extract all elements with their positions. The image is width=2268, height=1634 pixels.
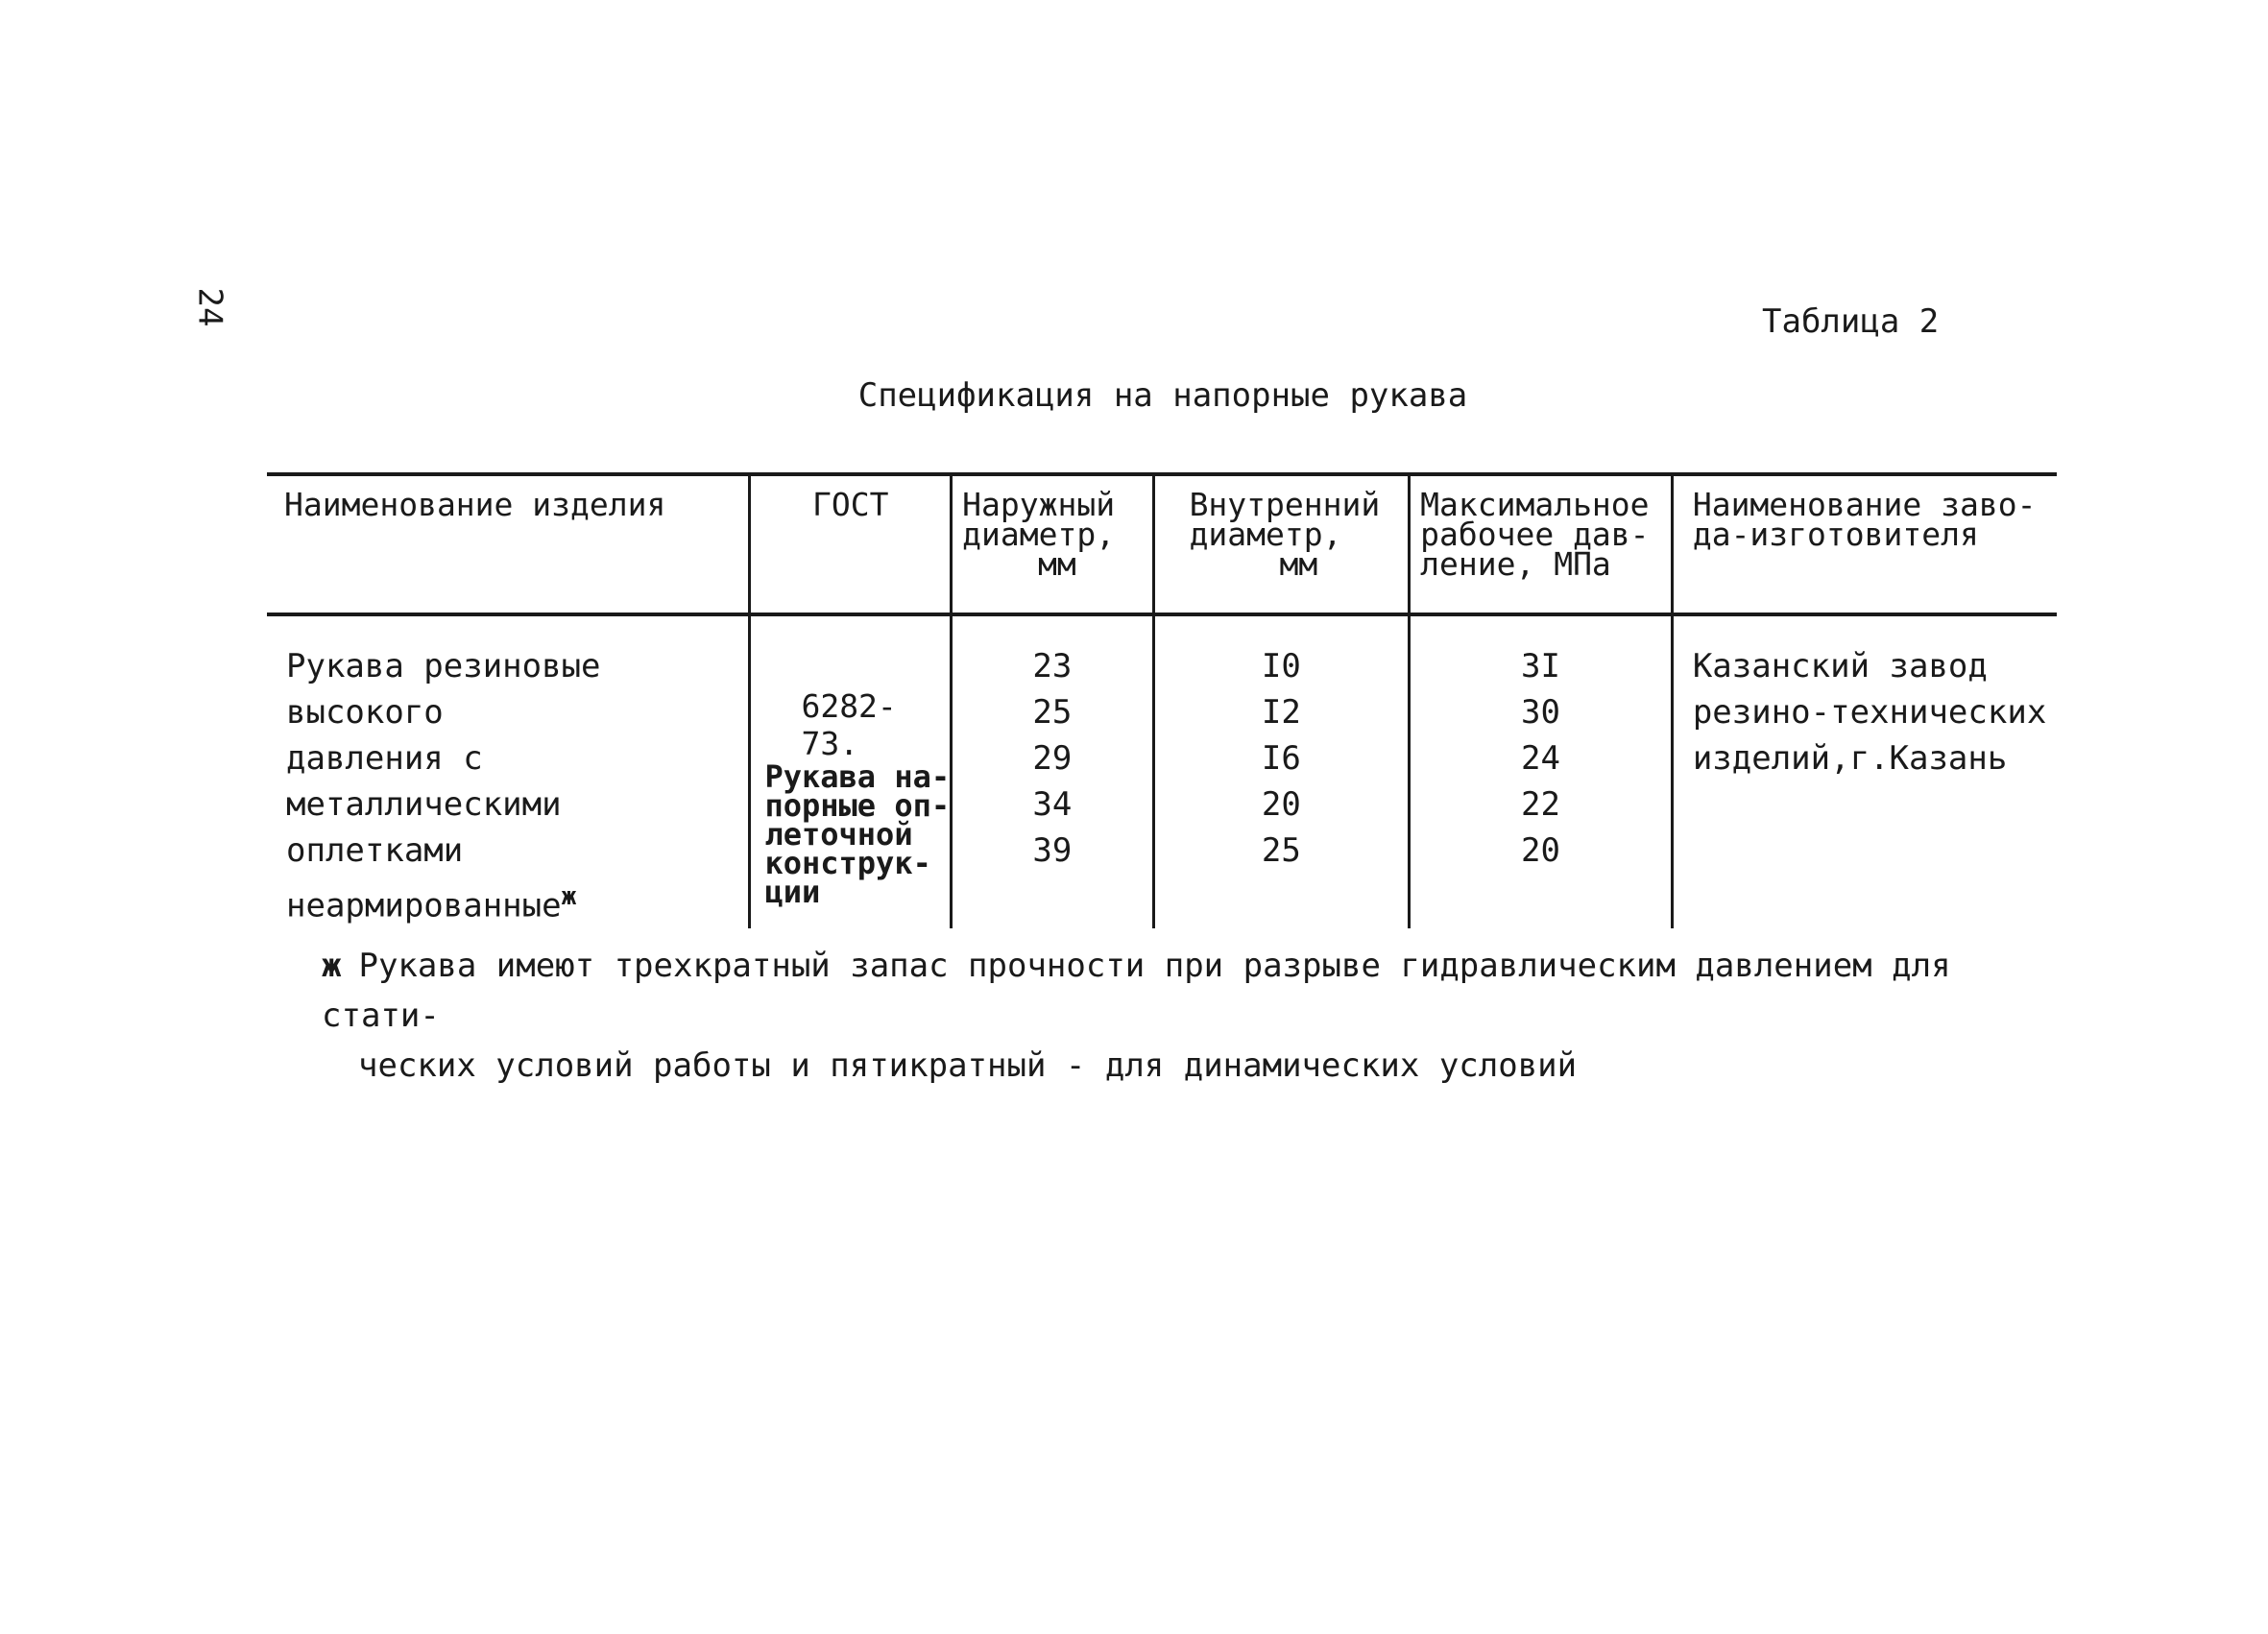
max-pressure-value: 24 <box>1521 739 1560 778</box>
outer-diameter-value: 25 <box>1032 693 1073 732</box>
table-header-row <box>267 474 2057 614</box>
page-number: 24 <box>190 287 229 327</box>
header-gost <box>750 474 952 614</box>
header-inner-line-2: диаметр, <box>1189 516 1342 553</box>
gost-description-line-3: леточной <box>764 816 913 853</box>
header-product-line: Наименование изделия <box>284 486 666 523</box>
manufacturer-line-3: изделий,г.Казань <box>1692 739 2008 778</box>
footnote-line-1: Рукава имеют трехкратный запас прочности при разрыве гидравлическим давлением для стати- <box>322 947 1951 1035</box>
header-product <box>267 474 750 614</box>
product-line-2: давления с металлическими <box>286 739 562 824</box>
cell-manufacturer <box>1672 614 2057 928</box>
header-pressure-line-1: Максимальное <box>1420 486 1650 523</box>
header-gost-line: ГОСТ <box>812 486 889 523</box>
cell-outer-diameters <box>952 614 1153 928</box>
document-title: Спецификация на напорные рукава <box>857 376 1468 415</box>
max-pressure-value: 20 <box>1521 831 1560 870</box>
product-line-1: Рукава резиновые высокого <box>286 647 601 732</box>
inner-diameter-value: I2 <box>1261 693 1301 732</box>
manufacturer-line-1: Казанский завод <box>1692 647 1988 685</box>
footnote-line-2: ческих условий работы и пятикратный - для динамических условий <box>358 1046 1578 1085</box>
cell-inner-diameters <box>1153 614 1410 928</box>
max-pressure-value: 30 <box>1521 693 1560 732</box>
header-manufacturer-line-1: Наименование заво- <box>1692 486 2037 523</box>
footnote-mark: ж <box>561 882 577 911</box>
outer-diameter-value: 39 <box>1032 831 1073 870</box>
header-inner-line-1: Внутренний <box>1189 486 1381 523</box>
table-label: Таблица 2 <box>1762 302 1940 341</box>
outer-diameter-value: 29 <box>1032 739 1073 778</box>
cell-product <box>267 614 750 928</box>
header-max-pressure <box>1410 474 1673 614</box>
header-pressure-line-2: рабочее дав- <box>1420 516 1650 553</box>
gost-description-line-2: порные оп- <box>764 787 951 824</box>
table-row <box>267 614 2057 928</box>
header-pressure-line-3: ление, МПа <box>1420 545 1611 583</box>
footnote <box>322 941 2069 1091</box>
header-outer-unit: мм <box>1037 545 1076 583</box>
header-inner-unit: мм <box>1279 545 1318 583</box>
header-outer-diameter <box>952 474 1153 614</box>
product-line-3: оплетками неармированные <box>286 831 562 925</box>
cell-max-pressures <box>1410 614 1673 928</box>
inner-diameter-value: 25 <box>1261 831 1301 870</box>
manufacturer-line-2: резино-технических <box>1692 693 2047 732</box>
max-pressure-value: 3I <box>1521 647 1560 685</box>
header-inner-diameter <box>1153 474 1410 614</box>
max-pressure-value: 22 <box>1521 785 1560 824</box>
outer-diameter-value: 34 <box>1032 785 1073 824</box>
gost-description-line-5: ции <box>764 874 821 910</box>
header-manufacturer-line-2: да-изготовителя <box>1692 516 1979 553</box>
inner-diameter-value: I6 <box>1261 739 1301 778</box>
outer-diameter-value: 23 <box>1032 647 1073 685</box>
header-outer-line-1: Наружный <box>962 486 1116 523</box>
gost-number: 6282-73. <box>801 687 897 762</box>
footnote-mark-symbol: ж <box>322 947 342 985</box>
cell-gost <box>750 614 952 928</box>
header-manufacturer <box>1672 474 2057 614</box>
inner-diameter-value: I0 <box>1261 647 1301 685</box>
gost-description-line-1: Рукава на- <box>764 758 951 795</box>
header-outer-line-2: диаметр, <box>962 516 1116 553</box>
specification-table <box>267 472 2057 928</box>
gost-description-line-4: конструк- <box>764 845 931 881</box>
inner-diameter-value: 20 <box>1261 785 1301 824</box>
